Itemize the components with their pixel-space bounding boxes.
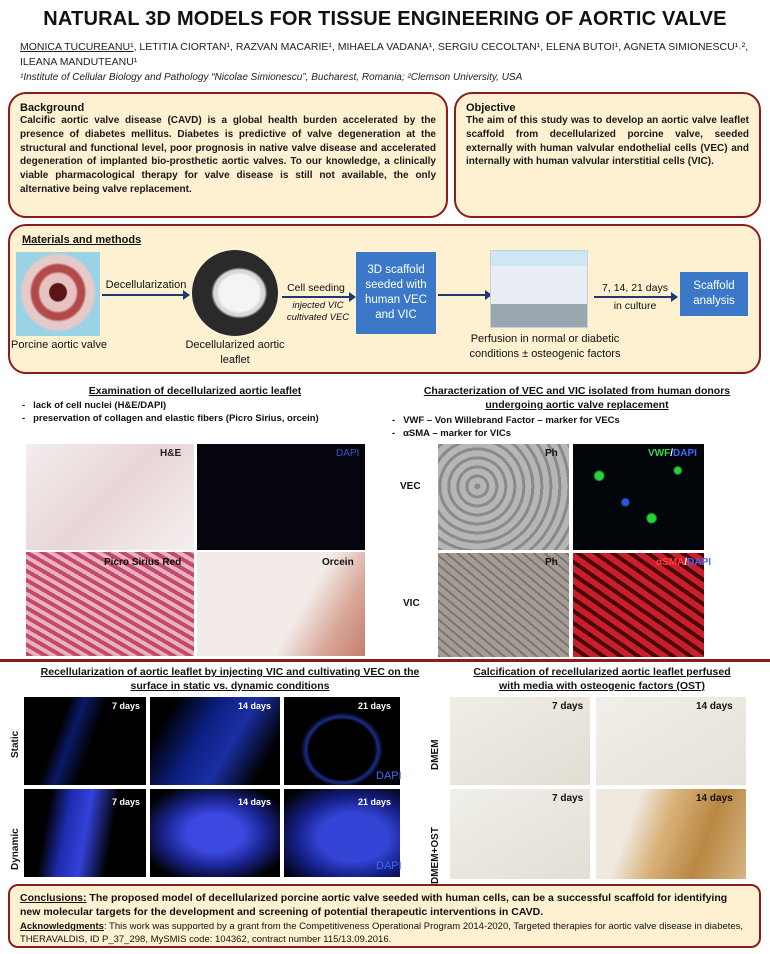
dmem-ost-7d-label: 7 days: [552, 793, 584, 804]
row-label-dynamic: Dynamic: [10, 828, 21, 870]
examination-title: Examination of decellularized aortic leaflet: [88, 385, 302, 397]
cell-seeding-step: Cell seeding: [287, 282, 345, 294]
background-title: Background: [20, 102, 85, 114]
first-author: MONICA TUCUREANU¹: [20, 41, 134, 53]
dynamic-7d-label: 7 days: [112, 797, 141, 807]
row-label-static: Static: [10, 730, 21, 758]
perfusion-label: Perfusion in normal or diabetic conditions ± osteogenic factors: [469, 333, 621, 360]
characterization-title-2: undergoing aortic valve replacement: [485, 399, 669, 411]
culture-days: 7, 14, 21 days: [602, 282, 668, 294]
conclusions-text: Conclusions: The proposed model of decellularized porcine aortic valve seeded with human cells, can be a successful scaffold for identifying new molecular targets for the development and screening of potential therapeutic interventions in CAVD.: [20, 892, 728, 918]
scaffold-box: 3D scaffold seeded with human VEC and VIC: [356, 252, 436, 334]
vec-phase-contrast-image: [438, 444, 569, 550]
scaffold-analysis-box: Scaffold analysis: [680, 272, 748, 316]
he-stain-image: [26, 444, 194, 550]
vec-ph-label: Ph: [545, 448, 558, 459]
arrow-2: [282, 296, 354, 298]
arrow-4: [594, 296, 676, 298]
examination-bullet-1: - lack of cell nuclei (H&E/DAPI): [22, 400, 167, 411]
decellularization-step: Decellularization: [105, 279, 187, 291]
characterization-bullet-1: - VWF – Von Willebrand Factor – marker for VECs: [392, 415, 620, 426]
calcification-title-2: with media with osteogenic factors (OST): [499, 680, 705, 692]
conclusions-box: [8, 884, 761, 948]
characterization-title-1: Characterization of VEC and VIC isolated from human donors: [423, 385, 731, 397]
dmem-14d-label: 14 days: [696, 701, 733, 712]
background-box: [8, 92, 448, 218]
decellularized-leaflet-label: Decellularized aortic leaflet: [185, 339, 285, 366]
background-text: Calcific aortic valve disease (CAVD) is a global health burden accelerated by the presence of diabetes mellitus. Diabetes is predictive of valve degeneration at the structural and functional level, poor prognosis in native valve disease and accelerated degeneration of implanted bio-prosthetic aortic valves. To our knowledge, a clinically viable pharmacological therapy for valve disease is still not available, the only alternative being valve replacement.: [20, 115, 436, 195]
row-label-vec: VEC: [400, 481, 421, 492]
porcine-valve-photo: [16, 252, 100, 336]
other-authors: , LETITIA CIORTAN¹, RAZVAN MACARIE¹, MIHAELA VADANA¹, SERGIU CECOLTAN¹, ELENA BUTOI¹, AGNETA SIMIONESCU¹˒², ILEANA MANDUTEANU¹: [20, 41, 749, 68]
characterization-bullets: [392, 414, 752, 440]
characterization-bullet-2: - αSMA – marker for VICs: [392, 428, 512, 439]
static-21d-label: 21 days: [358, 701, 392, 711]
static-14d-label: 14 days: [238, 701, 272, 711]
methods-title: Materials and methods: [22, 234, 142, 246]
methods-box: [8, 224, 761, 374]
section-divider: [0, 659, 770, 662]
picro-sirius-label: Picro Sirius Red: [104, 557, 182, 568]
perfusion-device-photo: [490, 250, 588, 328]
examination-bullets: [22, 399, 382, 425]
examination-bullet-2: - preservation of collagen and elastic fibers (Picro Sirius, orcein): [22, 413, 319, 424]
recell-title-2: surface in static vs. dynamic conditions: [130, 680, 330, 692]
vic-phase-contrast-image: [438, 553, 569, 657]
calcification-title-1: Calcification of recellularized aortic leaflet perfused: [473, 666, 731, 678]
vic-asma-dapi-label: αSMA/DAPI: [656, 557, 712, 568]
row-label-dmem-ost: DMEM+OST: [430, 827, 441, 884]
dapi-label: DAPI: [336, 448, 360, 459]
static-dapi-label: DAPI: [376, 770, 402, 782]
porcine-valve-label: Porcine aortic valve: [11, 339, 107, 351]
vec-vwf-dapi-label: VWF/DAPI: [648, 448, 697, 459]
he-label: H&E: [160, 448, 182, 459]
vic-asma-dapi-image: [573, 553, 704, 657]
objective-box: [454, 92, 761, 218]
dynamic-14d-label: 14 days: [238, 797, 272, 807]
acknowledgments-label: Acknowledgments: [20, 921, 104, 932]
objective-title: Objective: [466, 102, 516, 114]
arrow-1: [102, 294, 188, 296]
dmem-ost-14d-label: 14 days: [696, 793, 733, 804]
seeding-detail-vic: injected VIC: [292, 300, 344, 311]
dmem-7d-label: 7 days: [552, 701, 584, 712]
poster-title: NATURAL 3D MODELS FOR TISSUE ENGINEERING OF AORTIC VALVE: [43, 8, 727, 30]
decellularized-leaflet-photo: [192, 250, 278, 336]
recell-title-1: Recellularization of aortic leaflet by injecting VIC and cultivating VEC on the: [40, 666, 420, 678]
seeding-detail-vec: cultivated VEC: [286, 312, 350, 323]
objective-text: The aim of this study was to develop an aortic valve leaflet scaffold from decellularized porcine valve, seeded externally with human valvular endothelial cells (VEC) and internally with human valvular interstitial cells (VIC).: [466, 115, 749, 168]
acknowledgments-text: Acknowledgments: This work was supported by a grant from the Competitiveness Operational Program 2014-2020, Targeted therapies for aortic valve disease in diabetes, THERAVALDIS, ID P_37_298, MySMIS code: 104362, contract number 115/13.09.2016.: [20, 921, 744, 945]
vic-ph-label: Ph: [545, 557, 558, 568]
static-7d-label: 7 days: [112, 701, 141, 711]
culture-label: in culture: [613, 300, 657, 312]
dapi-stain-image: [197, 444, 365, 550]
vec-vwf-dapi-image: [573, 444, 704, 550]
row-label-vic: VIC: [403, 598, 420, 609]
affiliations: ¹Institute of Cellular Biology and Pathology “Nicolae Simionescu”, Bucharest, Romania; ²Clemson University, USA: [20, 72, 523, 83]
conclusions-label: Conclusions:: [20, 892, 87, 904]
arrow-3: [438, 294, 490, 296]
row-label-dmem: DMEM: [430, 739, 441, 770]
dynamic-dapi-label: DAPI: [376, 860, 402, 872]
author-list: [20, 40, 750, 70]
orcein-label: Orcein: [322, 557, 354, 568]
dynamic-21d-label: 21 days: [358, 797, 392, 807]
